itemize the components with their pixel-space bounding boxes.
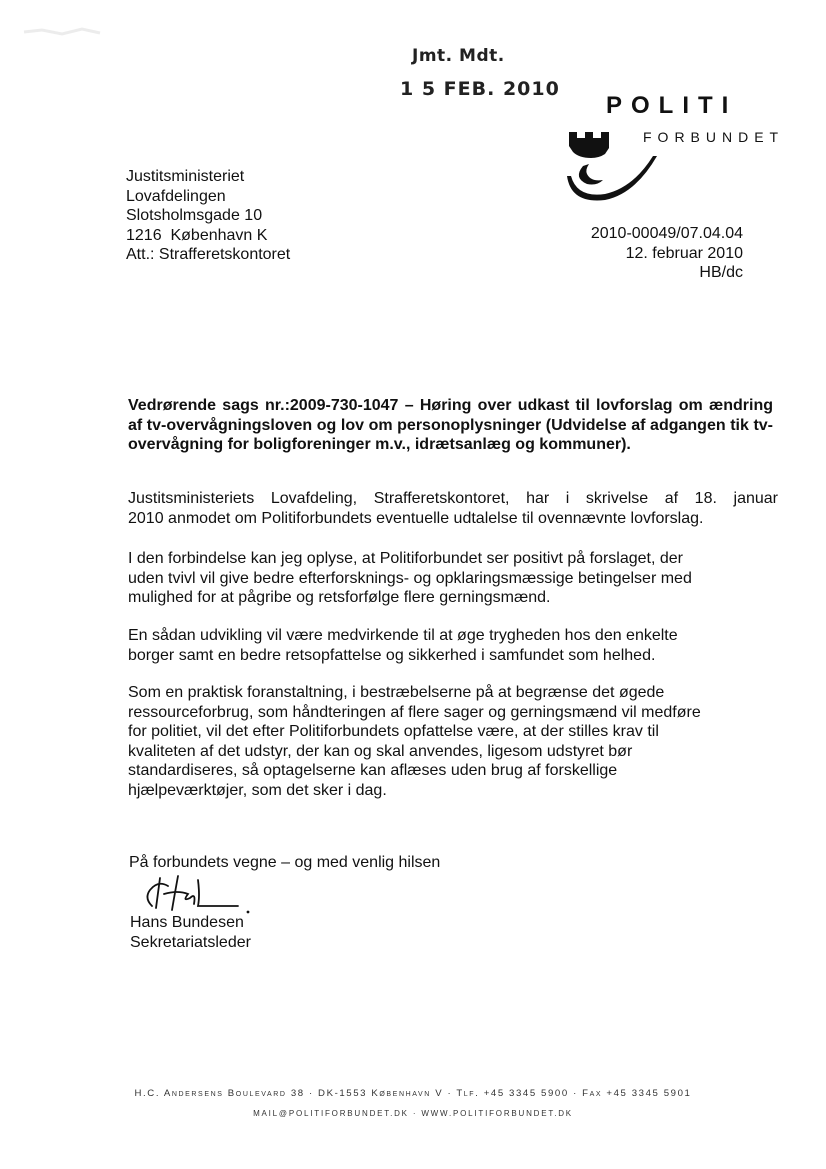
closing-line: På forbundets vegne – og med venlig hilsen xyxy=(129,854,441,871)
scan-smudge xyxy=(22,20,102,40)
body-line: standardiseres, så optagelserne kan aflæses uden brug af forskellige xyxy=(128,762,618,779)
signer-name: Hans Bundesen xyxy=(130,914,244,931)
body-paragraph-1 xyxy=(128,489,778,528)
body-line: En sådan udvikling vil være medvirkende til at øge trygheden hos den enkelte xyxy=(128,627,678,644)
recipient-line: Lovafdelingen xyxy=(126,187,226,205)
logo-name: POLITI xyxy=(606,92,738,119)
footer-contact: MAIL@POLITIFORBUNDET.DK · WWW.POLITIFORBUNDET.DK xyxy=(253,1109,573,1118)
body-line: kvaliteten af det udstyr, der kan og skal anvendes, ligesom udstyret bør xyxy=(128,742,633,760)
police-union-crest-icon xyxy=(565,128,660,211)
received-stamp-date: 1 5 FEB. 2010 xyxy=(400,78,560,100)
logo-subtitle: FORBUNDET xyxy=(643,129,785,145)
case-number: 2010-00049/07.04.04 xyxy=(590,225,743,242)
reference-block xyxy=(591,224,743,283)
body-line: 2010 anmodet om Politiforbundets eventuelle udtalelse til ovennævnte lovforslag. xyxy=(128,509,704,527)
footer-address: H.C. Andersens Boulevard 38 · DK-1553 København V · Tlf. +45 3345 5900 · Fax +45 3345 5901 xyxy=(134,1088,692,1099)
body-line: mulighed for at pågribe og retsforfølge flere gerningsmænd. xyxy=(128,589,551,606)
received-stamp-label: Jmt. Mdt. xyxy=(412,46,505,66)
body-line: I den forbindelse kan jeg oplyse, at Politiforbundet ser positivt på forslaget, der xyxy=(128,550,683,567)
body-line: for politiet, vil det efter Politiforbundets opfattelse være, at der stilles krav til xyxy=(128,723,659,740)
subject-heading: Vedrørende sags nr.:2009-730-1047 – Høring over udkast til lovforslag om ændring af tv-overvågningsloven og lov om personoplysninger (Udvidelse af adgangen tik tv-overvågning for boligforeninger m.v., idrætsanlæg og kommuner). xyxy=(128,397,773,453)
body-line: borger samt en bedre retsopfattelse og sikkerhed i samfundet som helhed. xyxy=(128,646,656,664)
recipient-line: Slotsholmsgade 10 xyxy=(126,207,263,225)
recipient-line: Justitsministeriet xyxy=(126,168,245,185)
recipient-address xyxy=(126,167,290,265)
signer-title: Sekretariatsleder xyxy=(130,934,251,951)
body-paragraph-3 xyxy=(128,626,778,665)
initials: HB/dc xyxy=(699,264,743,282)
recipient-line: 1216 København K xyxy=(126,226,268,244)
body-line: Justitsministeriets Lovafdeling, Strafferetskontoret, har i skrivelse af 18. januar xyxy=(128,490,778,507)
body-line: hjælpeværktøjer, som det sker i dag. xyxy=(128,781,387,799)
recipient-line: Att.: Strafferetskontoret xyxy=(126,246,291,264)
body-line: uden tvivl vil give bedre efterforsknings- og opklaringsmæssige betingelser med xyxy=(128,569,692,587)
letter-date: 12. februar 2010 xyxy=(625,244,743,262)
body-paragraph-2 xyxy=(128,549,778,608)
body-paragraph-4 xyxy=(128,683,778,800)
body-line: Som en praktisk foranstaltning, i bestræbelserne på at begrænse det øgede xyxy=(128,684,665,701)
body-line: ressourceforbrug, som håndteringen af flere sager og gerningsmænd vil medføre xyxy=(128,703,701,721)
